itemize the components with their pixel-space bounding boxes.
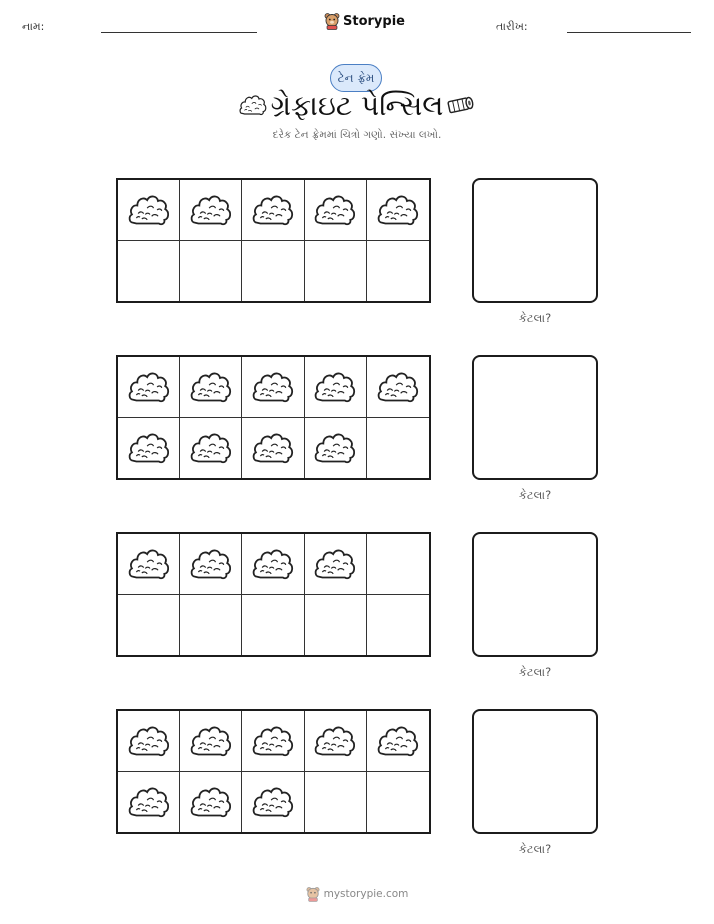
footer <box>0 886 714 902</box>
graphite-lump-icon <box>313 546 357 582</box>
graphite-lump-icon <box>251 546 295 582</box>
frame-cell <box>180 241 242 302</box>
frame-cell <box>305 534 367 595</box>
frame-cell <box>242 711 304 772</box>
frame-cell <box>305 180 367 241</box>
answer-label-4: કેટલા? <box>518 842 552 856</box>
frame-cell <box>367 595 429 656</box>
ten-frame-2 <box>116 355 431 480</box>
frame-cell <box>367 418 429 479</box>
date-label: તારીખ: <box>496 20 528 33</box>
frame-cell <box>180 357 242 418</box>
graphite-lump-icon <box>189 723 233 759</box>
frame-cell <box>367 711 429 772</box>
frame-cell <box>242 534 304 595</box>
frame-cell <box>242 595 304 656</box>
frame-cell <box>242 357 304 418</box>
frame-cell <box>118 180 180 241</box>
graphite-lump-icon <box>251 784 295 820</box>
graphite-lump-icon <box>376 192 420 228</box>
frame-cell <box>367 534 429 595</box>
frame-cell <box>118 595 180 656</box>
graphite-lump-icon <box>313 369 357 405</box>
name-label: નામ: <box>22 20 45 33</box>
graphite-lump-icon <box>251 192 295 228</box>
answer-box-3[interactable] <box>472 532 598 657</box>
page-title: ગ્રેફાઇટ પેન્સિલ <box>270 89 444 122</box>
graphite-lump-icon <box>189 784 233 820</box>
frame-cell <box>118 241 180 302</box>
ten-frame-4 <box>116 709 431 834</box>
graphite-lump-icon <box>127 369 171 405</box>
frame-cell <box>118 711 180 772</box>
frame-cell <box>242 241 304 302</box>
topic-badge: ટેન ફ્રેમ <box>330 64 382 92</box>
frame-cell <box>367 772 429 833</box>
pencil-stub-icon <box>444 92 476 118</box>
frame-cell <box>305 357 367 418</box>
answer-label-1: કેટલા? <box>518 311 552 325</box>
graphite-lump-icon <box>127 723 171 759</box>
graphite-lump-icon <box>189 546 233 582</box>
graphite-lump-icon <box>127 784 171 820</box>
frame-cell <box>367 357 429 418</box>
brand-name: Storypie <box>343 13 405 29</box>
bear-logo-icon <box>306 886 320 902</box>
frame-cell <box>242 418 304 479</box>
frame-cell <box>367 241 429 302</box>
graphite-lump-icon <box>251 430 295 466</box>
answer-box-4[interactable] <box>472 709 598 834</box>
frame-cell <box>367 180 429 241</box>
frame-cell <box>305 418 367 479</box>
answer-box-2[interactable] <box>472 355 598 480</box>
graphite-lump-icon <box>189 369 233 405</box>
frame-cell <box>118 534 180 595</box>
answer-label-3: કેટલા? <box>518 665 552 679</box>
graphite-lump-icon <box>251 723 295 759</box>
ten-frame-3 <box>116 532 431 657</box>
frame-cell <box>242 180 304 241</box>
graphite-lump-icon <box>127 546 171 582</box>
frame-cell <box>242 772 304 833</box>
graphite-lump-icon <box>313 430 357 466</box>
instructions: દરેક ટેન ફ્રેમમાં ચિત્રો ગણો. સંખ્યા લખો. <box>272 129 442 141</box>
answer-box-1[interactable] <box>472 178 598 303</box>
frame-cell <box>118 357 180 418</box>
graphite-lump-icon <box>127 430 171 466</box>
frame-cell <box>118 418 180 479</box>
graphite-lump-icon <box>251 369 295 405</box>
graphite-lump-icon <box>376 723 420 759</box>
date-field[interactable] <box>567 32 691 33</box>
name-field[interactable] <box>101 32 257 33</box>
graphite-lump-icon <box>189 430 233 466</box>
graphite-lump-icon <box>127 192 171 228</box>
footer-url: mystorypie.com <box>323 888 409 900</box>
frame-cell <box>305 241 367 302</box>
frame-cell <box>180 534 242 595</box>
storypie-logo <box>324 12 405 30</box>
frame-cell <box>180 772 242 833</box>
bear-logo-icon <box>324 12 340 30</box>
frame-cell <box>180 595 242 656</box>
frame-cell <box>305 772 367 833</box>
frame-cell <box>180 180 242 241</box>
graphite-lump-icon <box>313 723 357 759</box>
graphite-lump-icon <box>376 369 420 405</box>
frame-cell <box>305 711 367 772</box>
graphite-lump-icon <box>313 192 357 228</box>
ten-frame-1 <box>116 178 431 303</box>
frame-cell <box>305 595 367 656</box>
answer-label-2: કેટલા? <box>518 488 552 502</box>
frame-cell <box>118 772 180 833</box>
frame-cell <box>180 711 242 772</box>
graphite-lump-icon <box>189 192 233 228</box>
frame-cell <box>180 418 242 479</box>
